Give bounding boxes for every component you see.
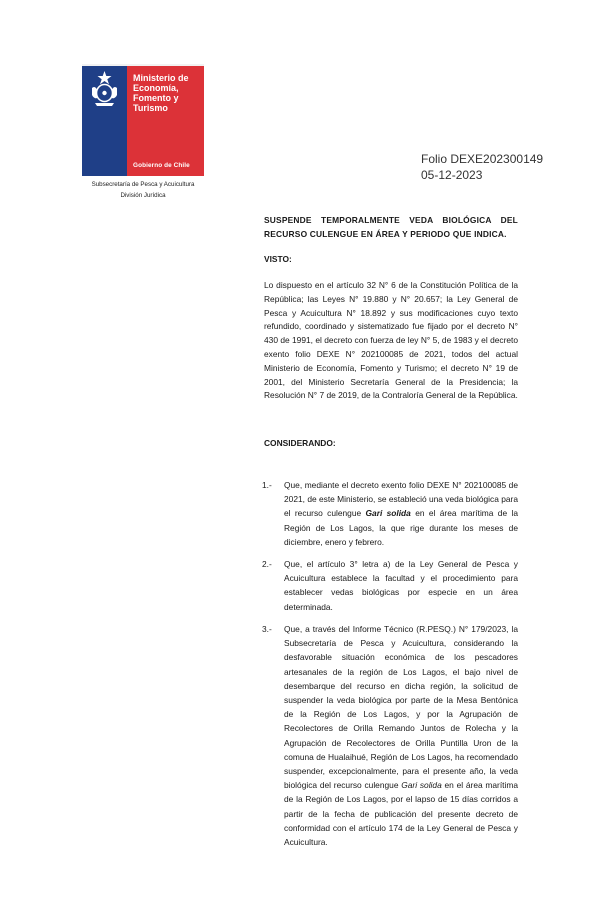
title-line: SUSPENDE TEMPORALMENTE VEDA BIOLÓGICA DEL bbox=[264, 215, 518, 225]
item-number: 1.- bbox=[262, 480, 272, 490]
species-name: Gari solida bbox=[365, 508, 411, 519]
ministry-line: Turismo bbox=[133, 103, 168, 113]
ministry-name bbox=[133, 73, 189, 113]
logo-top-bar bbox=[82, 64, 204, 66]
item-text-end: en el área marítima de la Región de Los Lagos, por el lapso de 15 días corridos a partir de la fecha de publicación del presente decreto de conformidad con el artículo 174 de la Ley General de Pesca y Acuicultura. bbox=[284, 780, 518, 848]
ministry-logo bbox=[82, 64, 204, 176]
coat-of-arms-icon bbox=[88, 70, 121, 108]
document-title bbox=[264, 214, 518, 242]
item-text-end: en el área marítima de la Región de Los Lagos, la que rige durante los meses de diciembre, enero y febrero. bbox=[284, 508, 518, 547]
folio-number: Folio DEXE202300149 bbox=[421, 152, 544, 166]
ministry-line: Economía, bbox=[133, 83, 179, 93]
division-label: División Jurídica bbox=[120, 192, 166, 199]
species-name: Gari solida bbox=[401, 780, 442, 791]
item-number: 3.- bbox=[262, 624, 272, 634]
title-line: RECURSO CULENGUE EN ÁREA Y PERIODO QUE INDICA. bbox=[264, 228, 507, 239]
considerando-heading: CONSIDERANDO: bbox=[264, 438, 336, 448]
issuer-block bbox=[48, 179, 238, 201]
considerando-item bbox=[264, 622, 518, 849]
ministry-line: Fomento y bbox=[133, 93, 179, 103]
item-number: 2.- bbox=[262, 559, 272, 569]
visto-heading: VISTO: bbox=[264, 254, 292, 264]
subsecretaria-label: Subsecretaría de Pesca y Acuicultura bbox=[91, 181, 195, 188]
government-label: Gobierno de Chile bbox=[133, 162, 190, 169]
item-text-start: Que, a través del Informe Técnico (R.PESQ.) N° 179/2023, la Subsecretaría de Pesca y Acuicultura, considerando la desfavorable situación económica de los pescadores artesanales de la región de Los Lagos, el bajo nivel de desembarque del recurso en dicha región, la solicitud de suspender la veda biológica por parte de la Mesa Bentónica de la Región de Los Lagos, y por la Agrupación de Recolectores de Orilla Remando Juntos de Rolecha y la Agrupación de Recolectores de Orilla Puntilla Uron de la comuna de Hualaihué, Región de Los Lagos, ha recomendado suspender, excepcionalmente, para el presente año, la veda biológica del recurso culengue bbox=[284, 624, 518, 791]
considerando-item bbox=[264, 557, 518, 614]
considerando-item bbox=[264, 478, 518, 549]
item-text: Que, el artículo 3° letra a) de la Ley General de Pesca y Acuicultura establece la facultad y el procedimiento para establecer vedas biológicas por especie en un área determinada. bbox=[284, 559, 518, 612]
folio-block bbox=[421, 151, 543, 183]
item-text-start: Que, mediante el decreto exento folio DEXE N° 202100085 de 2021, de este Ministerio, se estableció una veda biológica para el recurso culengue bbox=[284, 480, 518, 519]
ministry-line: Ministerio de bbox=[133, 73, 189, 83]
item-text bbox=[284, 622, 518, 849]
visto-paragraph: Lo dispuesto en el artículo 32 N° 6 de la Constitución Política de la República; las Leyes N° 19.880 y N° 20.657; la Ley General de Pesca y Acuicultura N° 18.892 y sus modificaciones cuyo texto refundido, coordinado y sistematizado fue fijado por el decreto N° 430 de 1991, el decreto con fuerza de ley N° 5, de 1983 y el decreto exento folio DEXE N° 202100085 de 2021, todos del actual Ministerio de Economía, Fomento y Turismo; el decreto N° 19 de 2001, del Ministerio Secretaría General de la Presidencia; la Resolución N° 7 de 2019, de la Contraloría General de la República. bbox=[264, 280, 518, 401]
item-text bbox=[284, 478, 518, 549]
document-date: 05-12-2023 bbox=[421, 168, 483, 182]
